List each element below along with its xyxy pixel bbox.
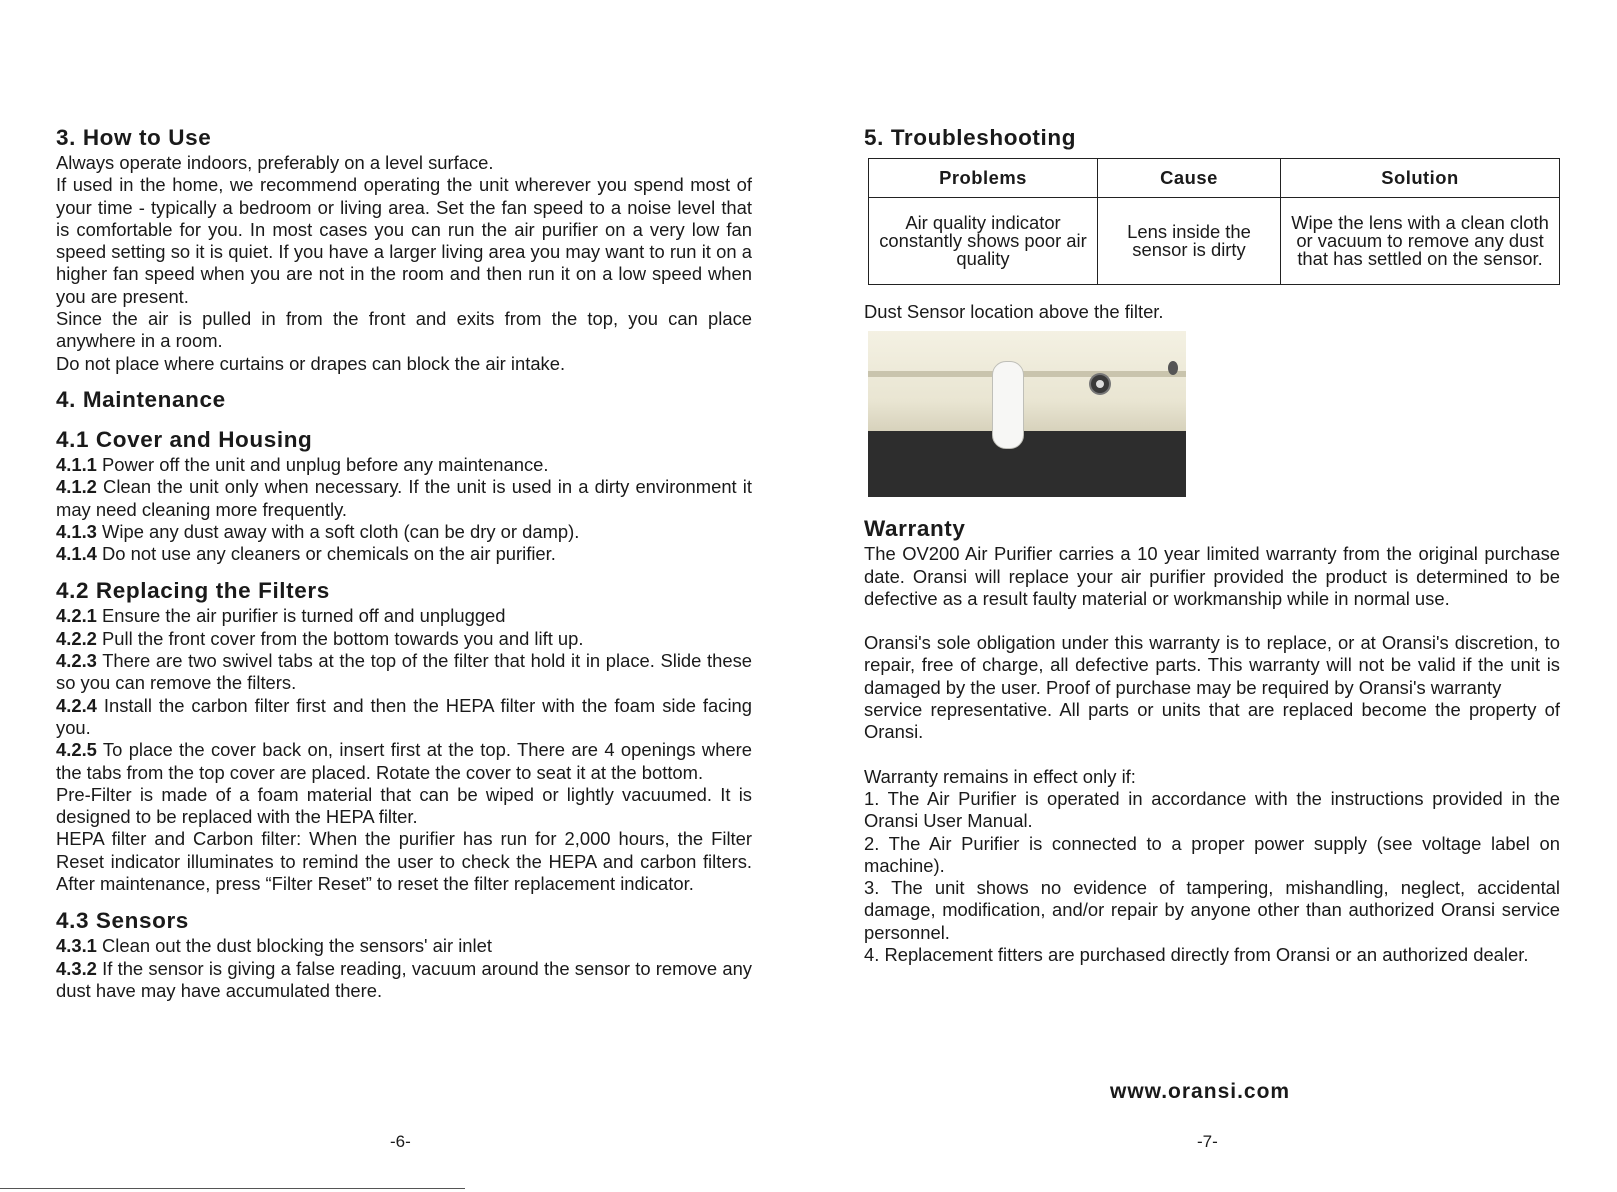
cover-item <box>56 521 752 543</box>
item-text: To place the cover back on, insert first at the top. There are 4 openings where the tabs from the top cover are placed. Rotate the cover to seat it at the bottom. <box>56 739 752 783</box>
troubleshooting-table <box>868 158 1560 285</box>
item-number: 4.1.3 <box>56 520 97 542</box>
page-number-left: -6- <box>390 1132 411 1151</box>
item-number: 4.2.2 <box>56 627 97 649</box>
replacing-filters-heading: 4.2 Replacing the Filters <box>56 578 330 604</box>
left-page <box>56 124 752 1002</box>
cover-item <box>56 454 752 476</box>
item-number: 4.2.3 <box>56 650 97 672</box>
table-row <box>869 198 1560 285</box>
troubleshooting-heading: 5. Troubleshooting <box>864 125 1077 150</box>
item-number: 4.3.2 <box>56 957 97 979</box>
item-number: 4.1.4 <box>56 543 97 565</box>
how-to-use-paragraph-2: If used in the home, we recommend operating the unit wherever you spend most of your time - typically a bedroom or living area. Set the fan speed to a noise level that is comfortable for you. In most cases you can run the air purifier on a very low fan speed setting so it is quiet. If you have a larger living area you may want to run it on a higher fan speed when you are not in the room and then run it on a low speed when you are present. <box>56 174 752 307</box>
item-text: Wipe any dust away with a soft cloth (can be dry or damp). <box>96 520 580 542</box>
sensors-heading: 4.3 Sensors <box>56 908 189 934</box>
item-number: 4.2.5 <box>56 739 97 761</box>
dust-sensor-photo <box>868 331 1186 497</box>
column-header-problems: Problems <box>869 159 1098 198</box>
warranty-condition: 4. Replacement fitters are purchased directly from Oransi or an authorized dealer. <box>864 944 1529 966</box>
filters-item <box>56 695 752 740</box>
cover-item <box>56 476 752 521</box>
hepa-paragraph: HEPA filter and Carbon filter: When the purifier has run for 2,000 hours, the Filter Reset indicator illuminates to remind the user to check the HEPA and carbon filters. After maintenance, press “Filter Reset” to reset the filter replacement indicator. <box>56 828 752 895</box>
how-to-use-paragraph-1: Always operate indoors, preferably on a level surface. <box>56 152 494 173</box>
item-number: 4.1.1 <box>56 453 97 475</box>
sensors-item <box>56 935 752 957</box>
filters-item <box>56 628 752 650</box>
warranty-condition: 2. The Air Purifier is connected to a proper power supply (see voltage label on machine). <box>864 832 1560 876</box>
cell-solution: Wipe the lens with a clean cloth or vacuum to remove any dust that has settled on the sensor. <box>1281 198 1560 285</box>
item-text: Clean out the dust blocking the sensors' air inlet <box>96 935 492 957</box>
item-text: Clean the unit only when necessary. If the unit is used in a dirty environment it may need cleaning more frequently. <box>56 476 752 520</box>
item-text: Power off the unit and unplug before any maintenance. <box>96 453 549 475</box>
item-number: 4.3.1 <box>56 935 97 957</box>
item-text: Pull the front cover from the bottom towards you and lift up. <box>96 627 584 649</box>
dust-sensor-caption: Dust Sensor location above the filter. <box>864 301 1164 322</box>
sensors-item <box>56 958 752 1003</box>
filters-item <box>56 605 752 627</box>
item-text: Ensure the air purifier is turned off and unplugged <box>96 605 506 627</box>
cell-cause: Lens inside the sensor is dirty <box>1098 198 1281 285</box>
column-header-solution: Solution <box>1281 159 1560 198</box>
maintenance-heading: 4. Maintenance <box>56 386 226 412</box>
cover-item <box>56 543 752 565</box>
item-number: 4.2.4 <box>56 694 97 716</box>
how-to-use-heading: 3. How to Use <box>56 125 212 150</box>
item-number: 4.1.2 <box>56 476 97 498</box>
warranty-paragraph-1: The OV200 Air Purifier carries a 10 year limited warranty from the original purchase date. Oransi will replace your air purifier provided the product is determined to be defective as a result faulty material or workmanship while in normal use. <box>864 543 1560 609</box>
table-header-row <box>869 159 1560 198</box>
how-to-use-paragraph-4: Do not place where curtains or drapes can block the air intake. <box>56 352 566 374</box>
prefilter-paragraph: Pre-Filter is made of a foam material that can be wiped or lightly vacuumed. It is designed to be replaced with the HEPA filter. <box>56 783 752 828</box>
filters-item <box>56 739 752 784</box>
column-header-cause: Cause <box>1098 159 1281 198</box>
filters-item <box>56 650 752 695</box>
warranty-condition: 1. The Air Purifier is operated in accordance with the instructions provided in the Oransi User Manual. <box>864 787 1560 832</box>
item-text: Do not use any cleaners or chemicals on the air purifier. <box>96 543 556 565</box>
item-text: There are two swivel tabs at the top of the filter that hold it in place. Slide these so you can remove the filters. <box>56 650 752 694</box>
how-to-use-paragraph-3: Since the air is pulled in from the front and exits from the top, you can place anywhere in a room. <box>56 308 752 352</box>
swivel-tab <box>992 361 1024 449</box>
warranty-conditions-intro: Warranty remains in effect only if: <box>864 765 1136 787</box>
item-text: If the sensor is giving a false reading, vacuum around the sensor to remove any dust have may have accumulated there. <box>56 957 752 1001</box>
page-number-right: -7- <box>1197 1132 1218 1151</box>
cell-problem: Air quality indicator constantly shows poor air quality <box>869 198 1098 285</box>
warranty-paragraph-2b: service representative. All parts or units that are replaced become the property of Oransi. <box>864 699 1560 743</box>
warranty-paragraph-2: Oransi's sole obligation under this warranty is to replace, or at Oransi's discretion, to repair, free of charge, all defective parts. This warranty will not be valid if the unit is damaged by the user. Proof of purchase may be required by Oransi's warranty <box>864 632 1560 698</box>
right-page <box>864 124 1560 966</box>
cover-housing-heading: 4.1 Cover and Housing <box>56 426 313 452</box>
warranty-heading: Warranty <box>864 516 966 542</box>
item-number: 4.2.1 <box>56 605 97 627</box>
item-text: Install the carbon filter first and then the HEPA filter with the foam side facing you. <box>56 694 752 738</box>
bottom-rule <box>0 1188 465 1189</box>
warranty-condition: 3. The unit shows no evidence of tampering, mishandling, neglect, accidental damage, modification, and/or repair by anyone other than authorized Oransi service personnel. <box>864 877 1560 943</box>
website-url: www.oransi.com <box>1110 1080 1291 1103</box>
